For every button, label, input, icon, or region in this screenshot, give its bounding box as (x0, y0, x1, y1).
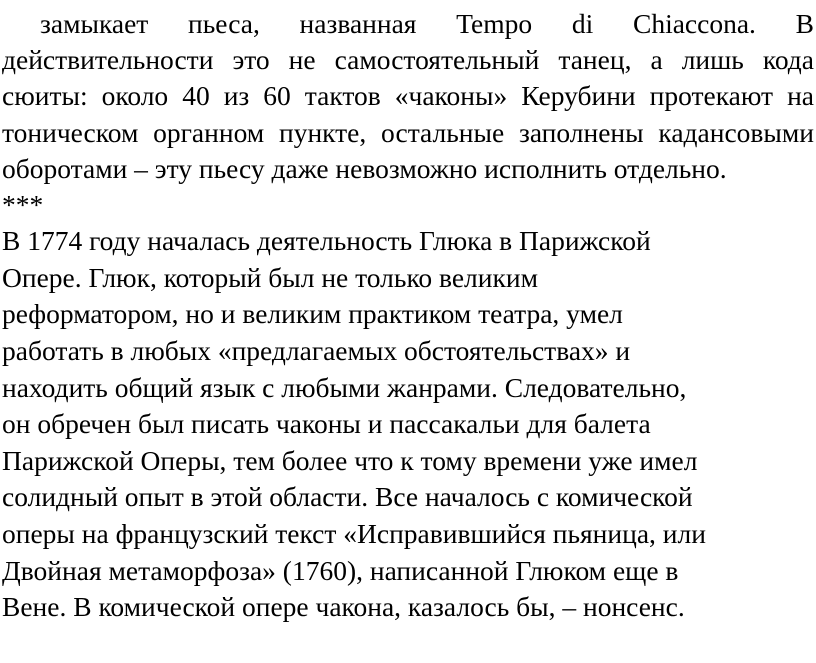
text-line: Двойная метаморфоза» (1760), написанной Глюком еще в (2, 554, 679, 586)
text-line: реформатором, но и великим практиком театра, умел (2, 298, 623, 330)
text-line: работать в любых «предлагаемых обстоятельствах» и (2, 335, 631, 366)
text-line: находить общий язык с любыми жанрами. Следовательно, (2, 371, 687, 403)
paragraph-tempo-di-chiaccona: замыкает пьеса, названная Tempo di Chiaccona. В действительности это не самостоятельный танец, а лишь кода сюиты: около 40 из 60 тактов «чаконы» Керубини протекают на тоническом органном пункте, остальные заполнены кадансовыми оборотами – эту пьесу даже невозможно исполнить отдельно. (2, 8, 814, 184)
text-line: Опере. Глюк, который был не только великим (2, 261, 538, 293)
document-page (2, 0, 814, 626)
section-separator: *** (2, 189, 44, 221)
text-line: солидный опыт в этой области. Все началось с комической (2, 481, 693, 513)
text-line: оперы на французский текст «Исправившийся пьяница, или (2, 517, 706, 549)
text-line: В 1774 году началась деятельность Глюка в Парижской (2, 225, 651, 257)
paragraph-gluck-paris-opera (2, 223, 814, 626)
text-line: Вене. В комической опере чакона, казалось бы, – нонсенс. (2, 591, 685, 623)
text-line: Парижской Оперы, тем более что к тому времени уже имел (2, 444, 698, 476)
text-line: он обречен был писать чаконы и пассакальи для балета (2, 408, 651, 440)
